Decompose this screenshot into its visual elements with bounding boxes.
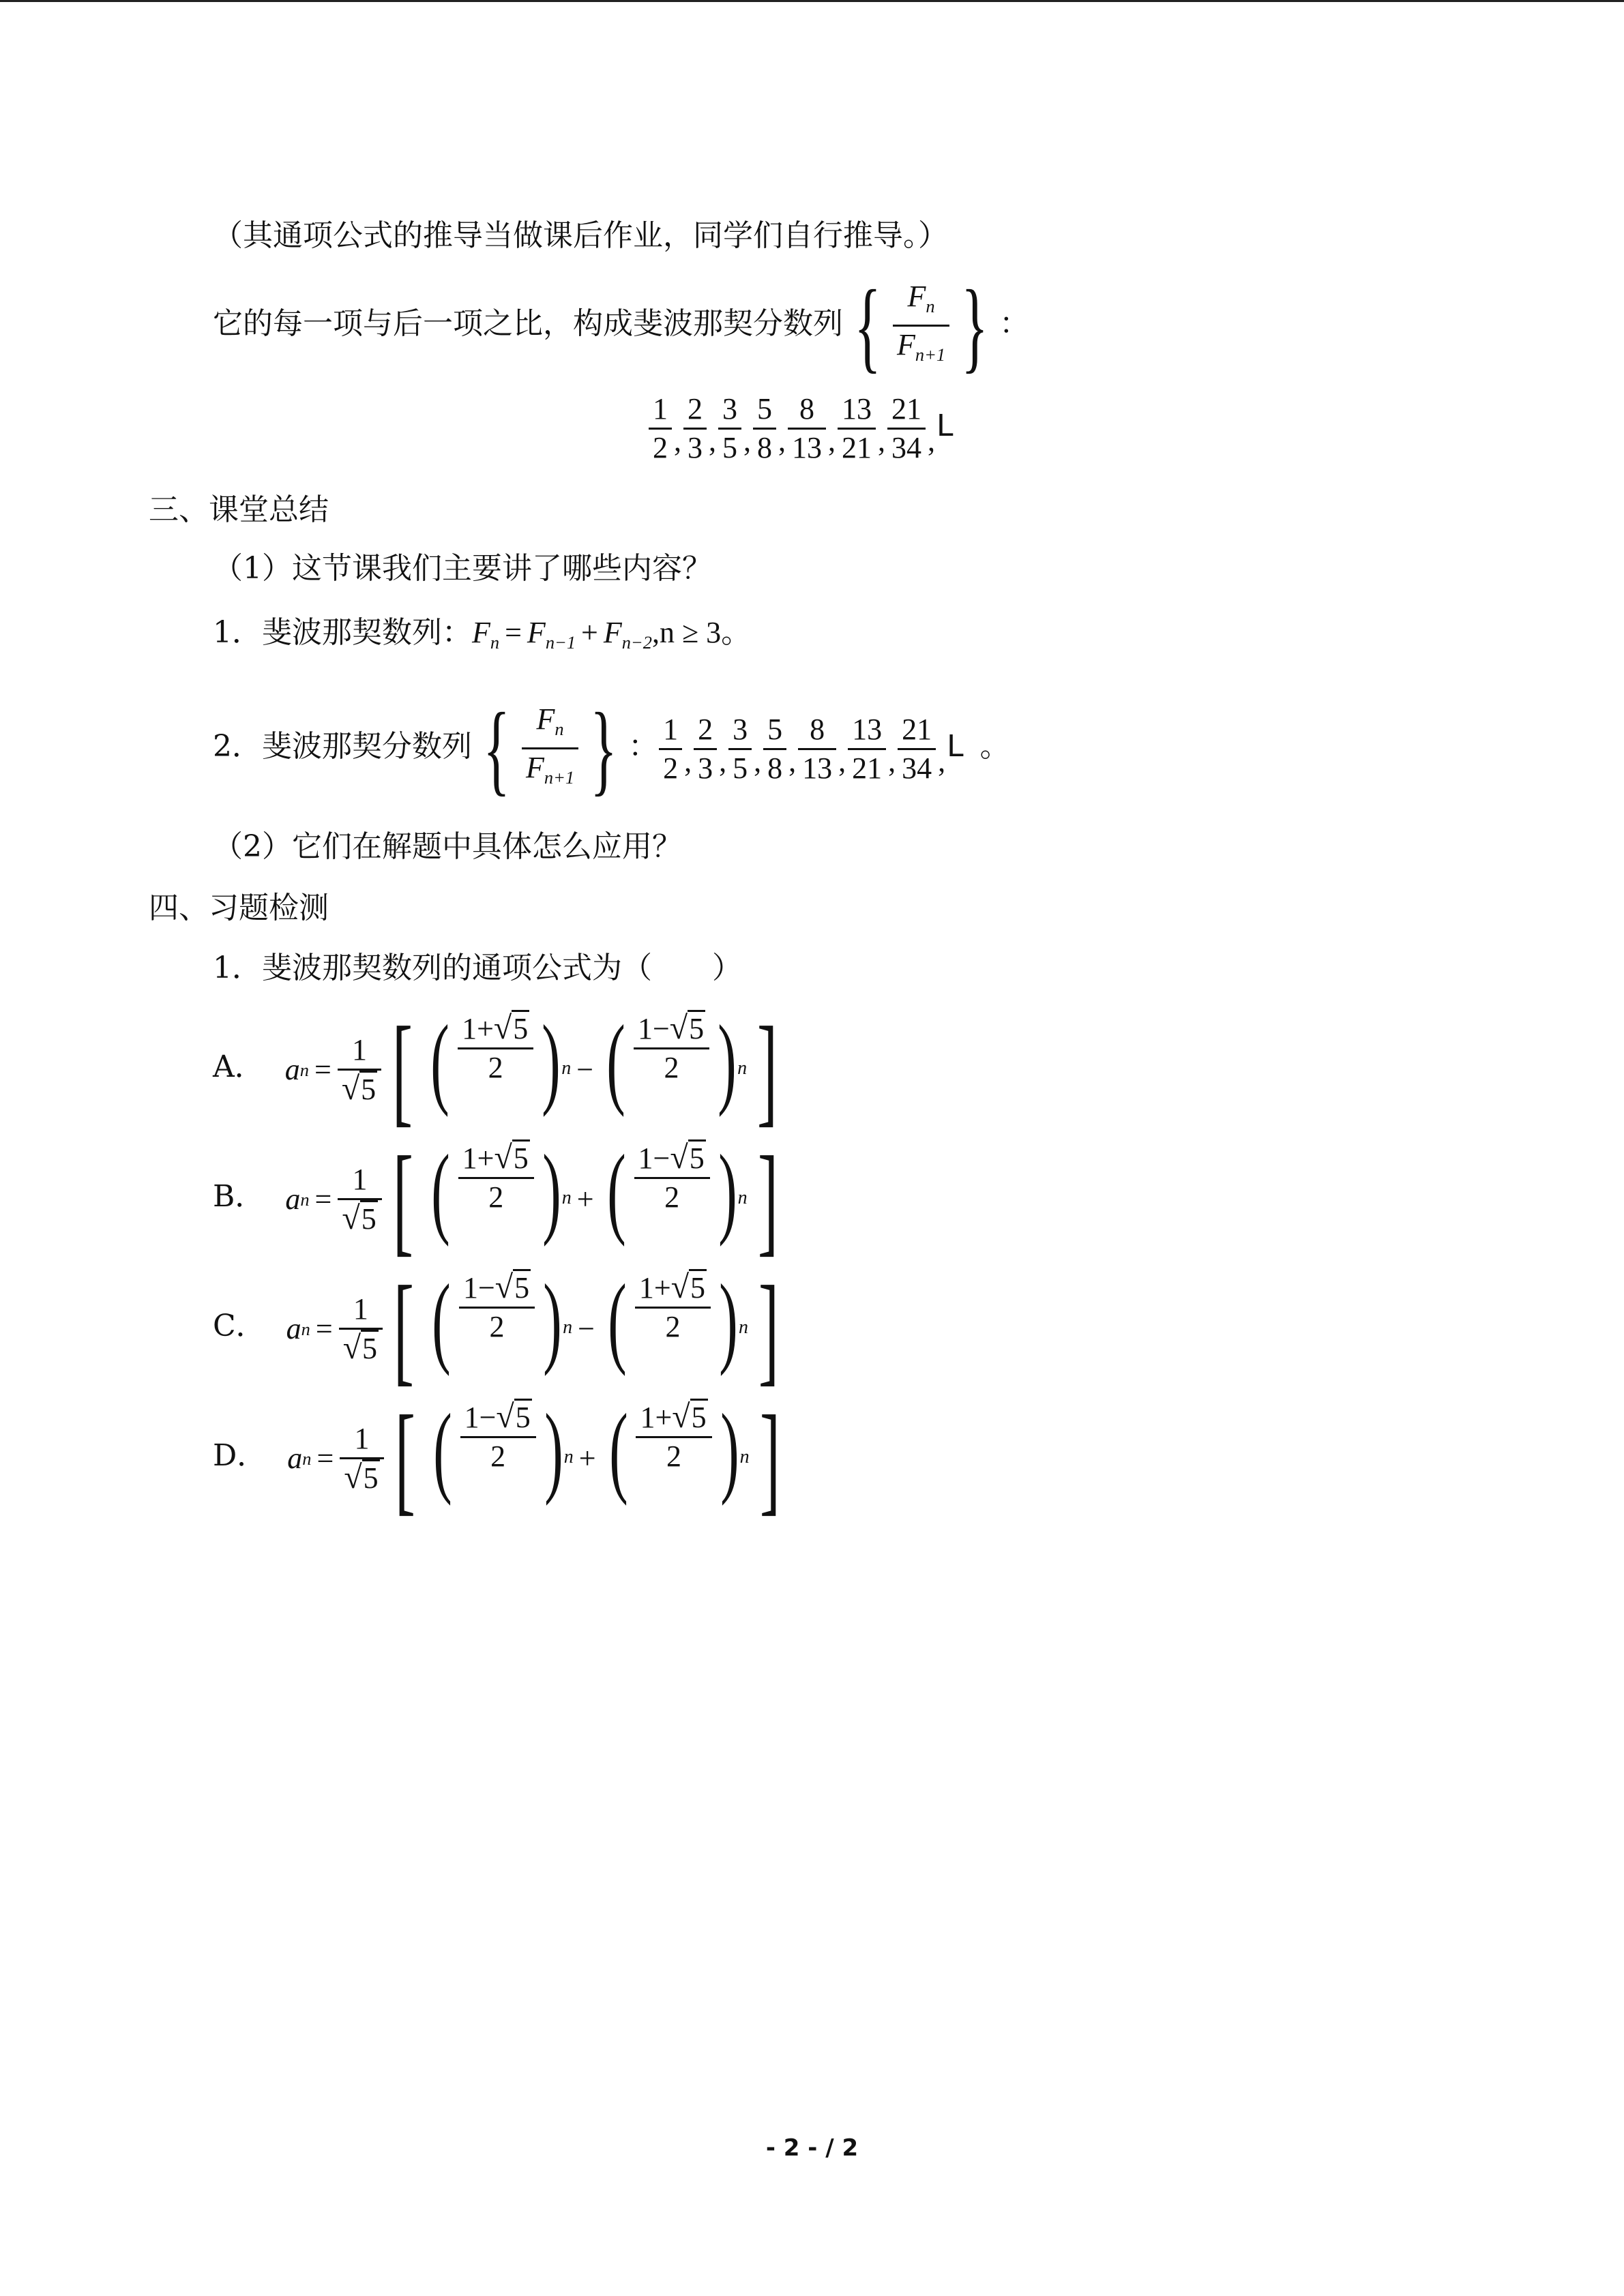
seq1-fraction: $\frac{3}{5}$ xyxy=(718,391,741,466)
option-a[interactable] xyxy=(213,1001,788,1137)
option-b[interactable] xyxy=(213,1131,788,1267)
seq1-fraction: $\frac{1}{2}$ xyxy=(649,391,672,466)
homework-note: （其通项公式的推导当做课后作业，同学们自行推导。） xyxy=(213,218,948,253)
section-3-heading: 三、课堂总结 xyxy=(149,492,329,527)
fraction-sequence: $\frac{1}{2}$ , $\frac{2}{3}$ , $\frac{3}{5}$ , $\frac{5}{8}$ , $\frac{8}{13}$ , $\frac{13}{21}$ , $\frac{21}{34}$ ,L xyxy=(648,385,954,482)
fraction-sequence-2: $\frac{1}{2}$ , $\frac{2}{3}$ , $\frac{3}{5}$ , $\frac{5}{8}$ , $\frac{8}{13}$ , $\frac{13}{21}$ , $\frac{21}{34}$ ,L xyxy=(658,730,964,763)
seq1-fraction: $\frac{13}{21}$ xyxy=(838,391,876,466)
option-formula: a n = $\frac{1}{√5}$ [ ( $\frac{1+√5}{2}$ ) n − ( $\frac{1-√5}{2}$ ) n ] xyxy=(284,1001,778,1137)
ratio-symbol-2: { $\frac{F_n}{F_{n+1}}$ } xyxy=(483,691,617,805)
question-1: （1）这节课我们主要讲了哪些内容？ xyxy=(213,551,712,586)
ratio-intro-text: 它的每一项与后一项之比，构成斐波那契分数列 xyxy=(213,306,843,341)
option-formula: a n = $\frac{1}{√5}$ [ ( $\frac{1-√5}{2}$ ) n + ( $\frac{1+√5}{2}$ ) n ] xyxy=(287,1390,780,1526)
seq2-fraction: $\frac{3}{5}$ xyxy=(728,711,752,787)
item-1-recurrence: 1．斐波那契数列：$F_n = F_{n-1} + F_{n-2},n \ge 3$。 xyxy=(213,615,752,653)
item-2-fraction-sequence: 2．斐波那契分数列 { $\frac{F_n}{F_{n+1}}$ } ： $\frac{1}{2}$ , $\frac{2}{3}$ , $\frac{3}{5}$ , $\frac{5}{8}$ , $\frac{8}{13}$ , $\frac{13}{21}$ , $\frac{21}{34}$ ,L 。 xyxy=(213,691,1010,805)
seq2-fraction: $\frac{1}{2}$ xyxy=(659,711,682,787)
seq1-fraction: $\frac{21}{34}$ xyxy=(887,391,926,466)
seq1-fraction: $\frac{8}{13}$ xyxy=(788,391,826,466)
question-2: （2）它们在解题中具体怎么应用？ xyxy=(213,829,682,864)
seq1-fraction: $\frac{5}{8}$ xyxy=(753,391,776,466)
page-footer: - 2 - / 2 xyxy=(765,2134,859,2162)
option-label: C． xyxy=(213,1309,266,1343)
option-c[interactable] xyxy=(213,1260,789,1397)
option-d[interactable] xyxy=(213,1390,791,1526)
option-label: A． xyxy=(213,1049,265,1084)
top-border xyxy=(0,0,1624,2)
seq2-fraction: $\frac{2}{3}$ xyxy=(694,711,717,787)
recurrence-formula: $F_n = F_{n-1} + F_{n-2},n \ge 3$ xyxy=(472,616,722,653)
option-formula: a n = $\frac{1}{√5}$ [ ( $\frac{1+√5}{2}$ ) n + ( $\frac{1-√5}{2}$ ) n ] xyxy=(285,1131,778,1267)
ratio-intro-line: 它的每一项与后一项之比，构成斐波那契分数列 { $\frac{F_n}{F_{n+1}}$ } ： xyxy=(213,269,1030,383)
seq2-fraction: $\frac{8}{13}$ xyxy=(798,711,836,787)
seq2-ellipsis: L xyxy=(947,729,964,764)
option-label: B． xyxy=(213,1179,265,1214)
seq2-fraction: $\frac{21}{34}$ xyxy=(898,711,936,787)
seq2-fraction: $\frac{5}{8}$ xyxy=(763,711,786,787)
ratio-symbol: { $\frac{F_n}{F_{n+1}}$ } xyxy=(854,269,988,383)
option-formula: a n = $\frac{1}{√5}$ [ ( $\frac{1-√5}{2}$ ) n − ( $\frac{1+√5}{2}$ ) n ] xyxy=(286,1260,779,1397)
exercise-1: 1．斐波那契数列的通项公式为（ ） xyxy=(213,951,742,985)
seq1-ellipsis: L xyxy=(936,408,954,443)
seq1-fraction: $\frac{2}{3}$ xyxy=(683,391,707,466)
option-label: D． xyxy=(213,1438,267,1473)
section-4-heading: 四、习题检测 xyxy=(149,891,329,925)
seq2-fraction: $\frac{13}{21}$ xyxy=(848,711,886,787)
